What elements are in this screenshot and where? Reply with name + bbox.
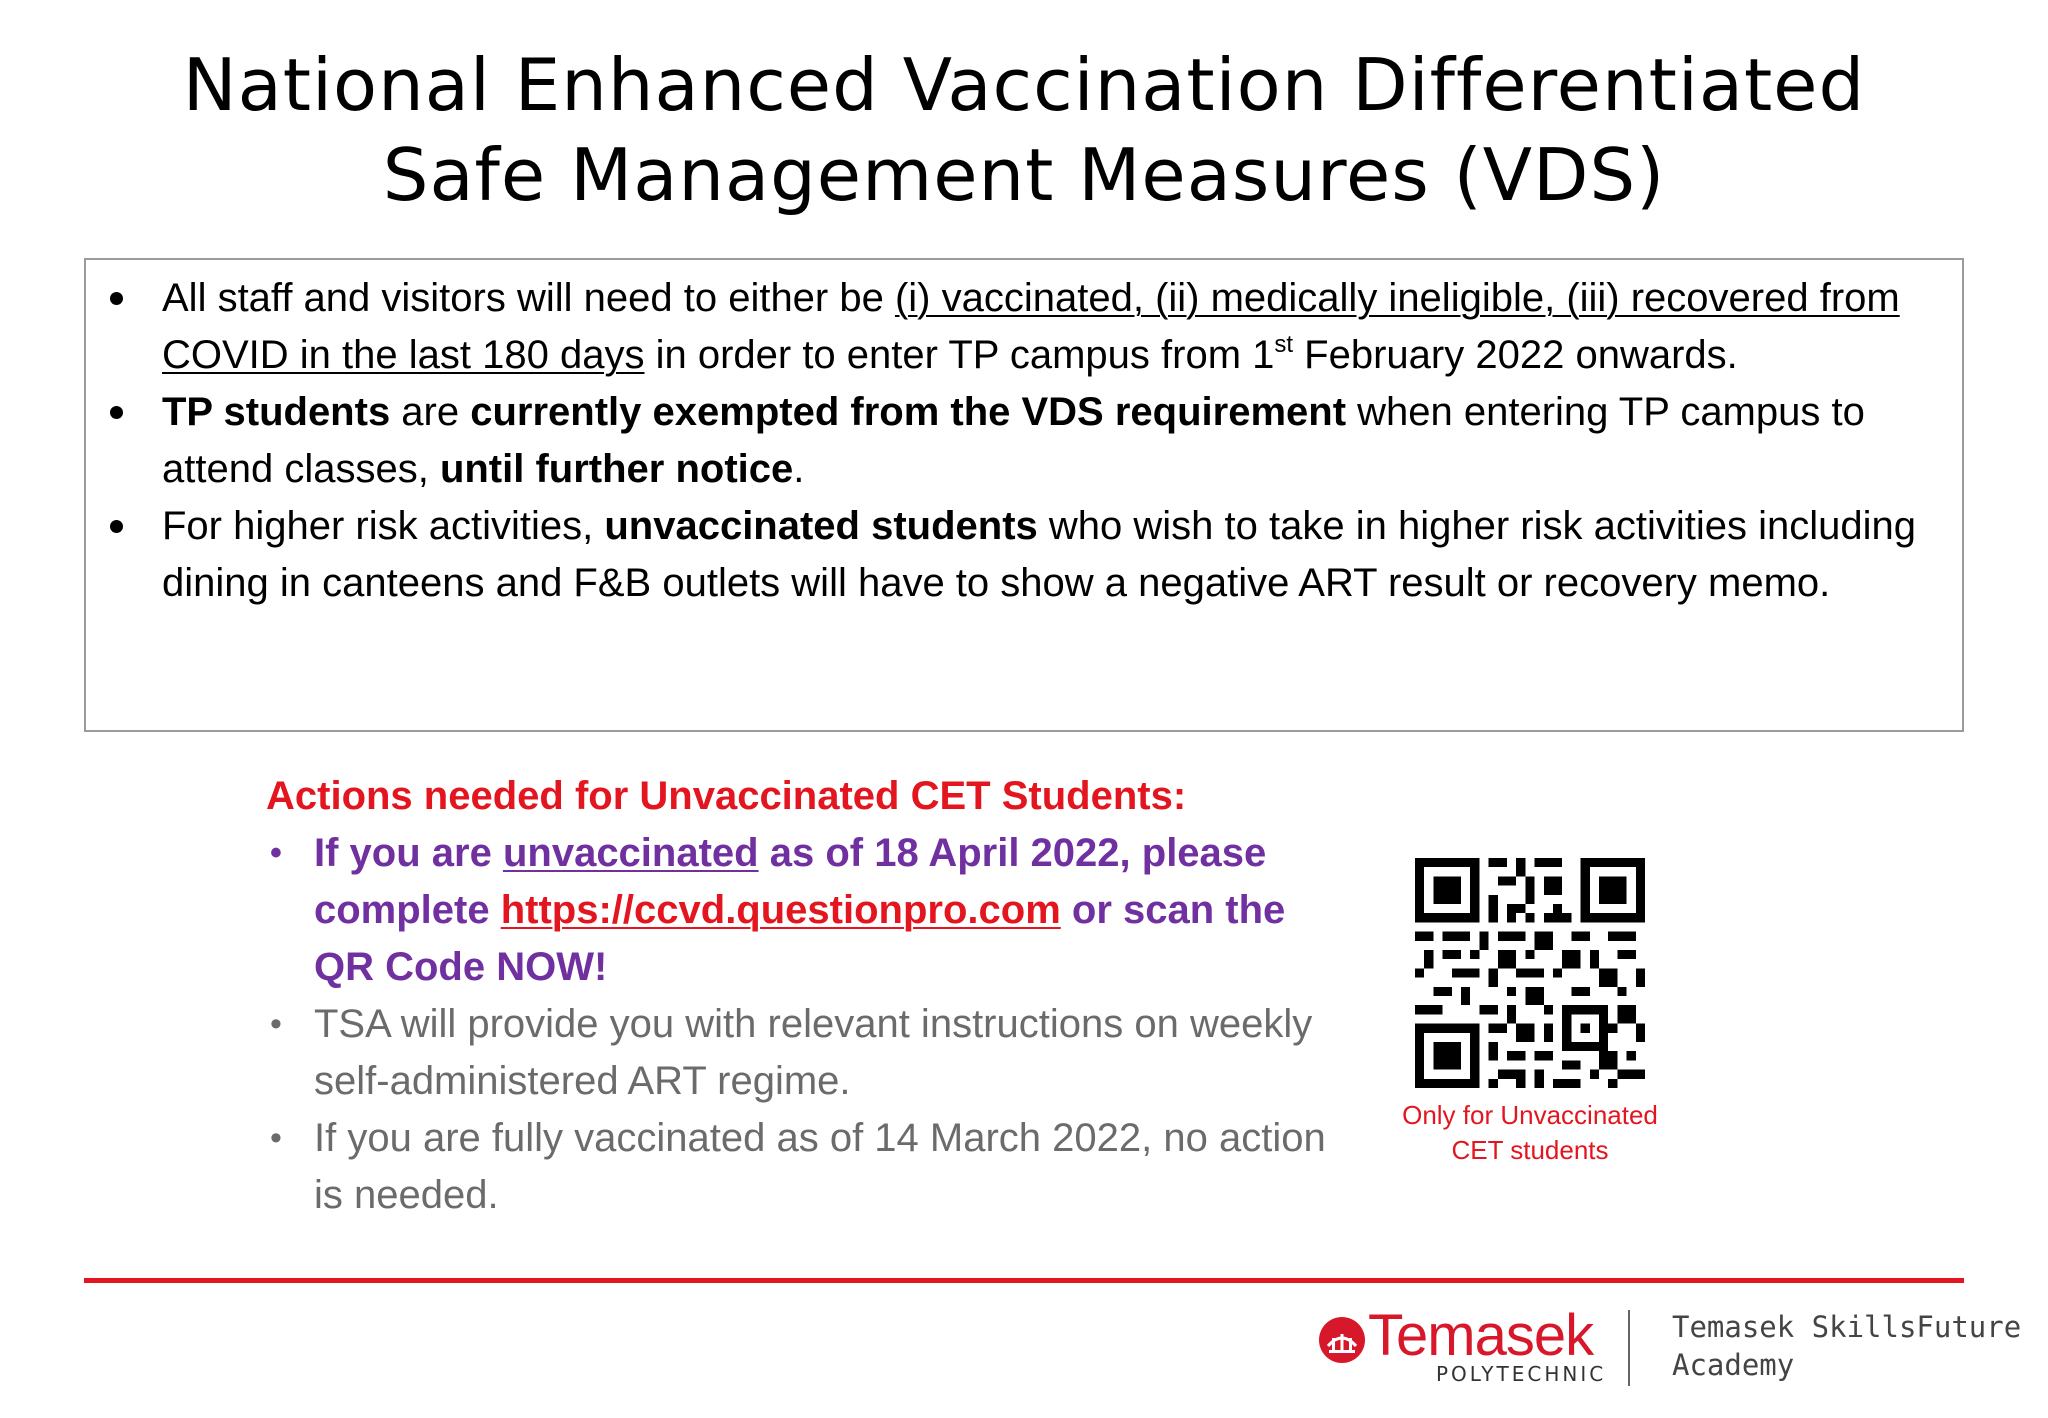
actions-heading: Actions needed for Unvaccinated CET Students: bbox=[266, 774, 1187, 818]
text: as of 18 April 2022, please complete bbox=[314, 831, 1267, 932]
bullet-icon bbox=[110, 292, 123, 305]
action-item-complete-survey bbox=[266, 825, 1346, 996]
bold-text: until further notice bbox=[439, 447, 794, 491]
text: For higher risk activities, bbox=[162, 504, 605, 548]
text: All staff and visitors will need to either be bbox=[162, 276, 895, 320]
bold-text: unvaccinated students bbox=[604, 504, 1038, 548]
qr-finder-top-right bbox=[1581, 858, 1645, 922]
logo-wordmark: Temasek bbox=[1368, 1303, 1594, 1368]
bullet-icon: • bbox=[270, 834, 282, 872]
text: or scan the QR Code NOW! bbox=[314, 888, 1286, 989]
text: February 2022 onwards. bbox=[1293, 333, 1738, 377]
text: when entering TP campus to attend classes, bbox=[162, 390, 1865, 491]
academy-line-2: Academy bbox=[1672, 1348, 1795, 1382]
survey-link[interactable]: https://ccvd.questionpro.com bbox=[500, 888, 1061, 932]
logo-subtitle: POLYTECHNIC bbox=[1436, 1362, 1607, 1386]
action-item-fully-vaccinated bbox=[266, 1110, 1346, 1224]
text: If you are bbox=[314, 831, 503, 875]
text: are bbox=[390, 390, 471, 434]
text: who wish to take in higher risk activities including dining in canteens and F&B outlets will have to show a negative ART result or recovery memo. bbox=[162, 504, 1916, 605]
vds-item-staff-visitors bbox=[86, 270, 1962, 384]
bullet-icon bbox=[110, 406, 123, 419]
bold-text: TP students bbox=[162, 390, 391, 434]
temasek-logo-icon bbox=[1318, 1316, 1366, 1364]
bullet-icon: • bbox=[270, 1119, 282, 1157]
vds-measures-box bbox=[84, 258, 1964, 732]
logo-separator bbox=[1628, 1310, 1630, 1386]
text: . bbox=[793, 447, 805, 491]
text: If you are fully vaccinated as of 14 March 2022, no action is needed. bbox=[314, 1116, 1326, 1217]
qr-caption bbox=[1356, 1098, 1704, 1168]
underlined-text: unvaccinated bbox=[502, 831, 759, 875]
qr-alignment bbox=[1562, 1005, 1608, 1051]
actions-list bbox=[266, 825, 1346, 1224]
text: TSA will provide you with relevant instructions on weekly self-administered ART regime. bbox=[314, 1002, 1313, 1103]
vds-item-tp-students bbox=[86, 384, 1962, 498]
qr-caption-line-1: Only for Unvaccinated bbox=[1402, 1100, 1658, 1130]
qr-code[interactable] bbox=[1415, 858, 1645, 1088]
academy-name bbox=[1672, 1308, 2021, 1384]
vds-measures-list bbox=[86, 270, 1962, 612]
vds-item-higher-risk bbox=[86, 498, 1962, 612]
page-title bbox=[0, 40, 2048, 220]
superscript: st bbox=[1274, 331, 1294, 358]
academy-line-1: Temasek SkillsFuture bbox=[1672, 1310, 2022, 1344]
title-line-1: National Enhanced Vaccination Differentiated bbox=[182, 43, 1866, 127]
bullet-icon: • bbox=[270, 1005, 282, 1043]
underlined-text: (i) vaccinated, (ii) medically ineligible, (iii) recovered from COVID in the last 180 days bbox=[162, 276, 1900, 377]
qr-caption-line-2: CET students bbox=[1451, 1135, 1609, 1165]
bold-text: currently exempted from the VDS requirement bbox=[470, 390, 1347, 434]
bullet-icon bbox=[110, 520, 123, 533]
actions-section bbox=[266, 768, 1346, 1224]
text: in order to enter TP campus from 1 bbox=[644, 333, 1275, 377]
title-line-2: Safe Management Measures (VDS) bbox=[382, 133, 1666, 217]
footer-divider bbox=[84, 1278, 1964, 1283]
qr-finder-top-left bbox=[1415, 858, 1479, 922]
qr-finder-bottom-left bbox=[1415, 1024, 1479, 1088]
action-item-tsa-instructions bbox=[266, 996, 1346, 1110]
